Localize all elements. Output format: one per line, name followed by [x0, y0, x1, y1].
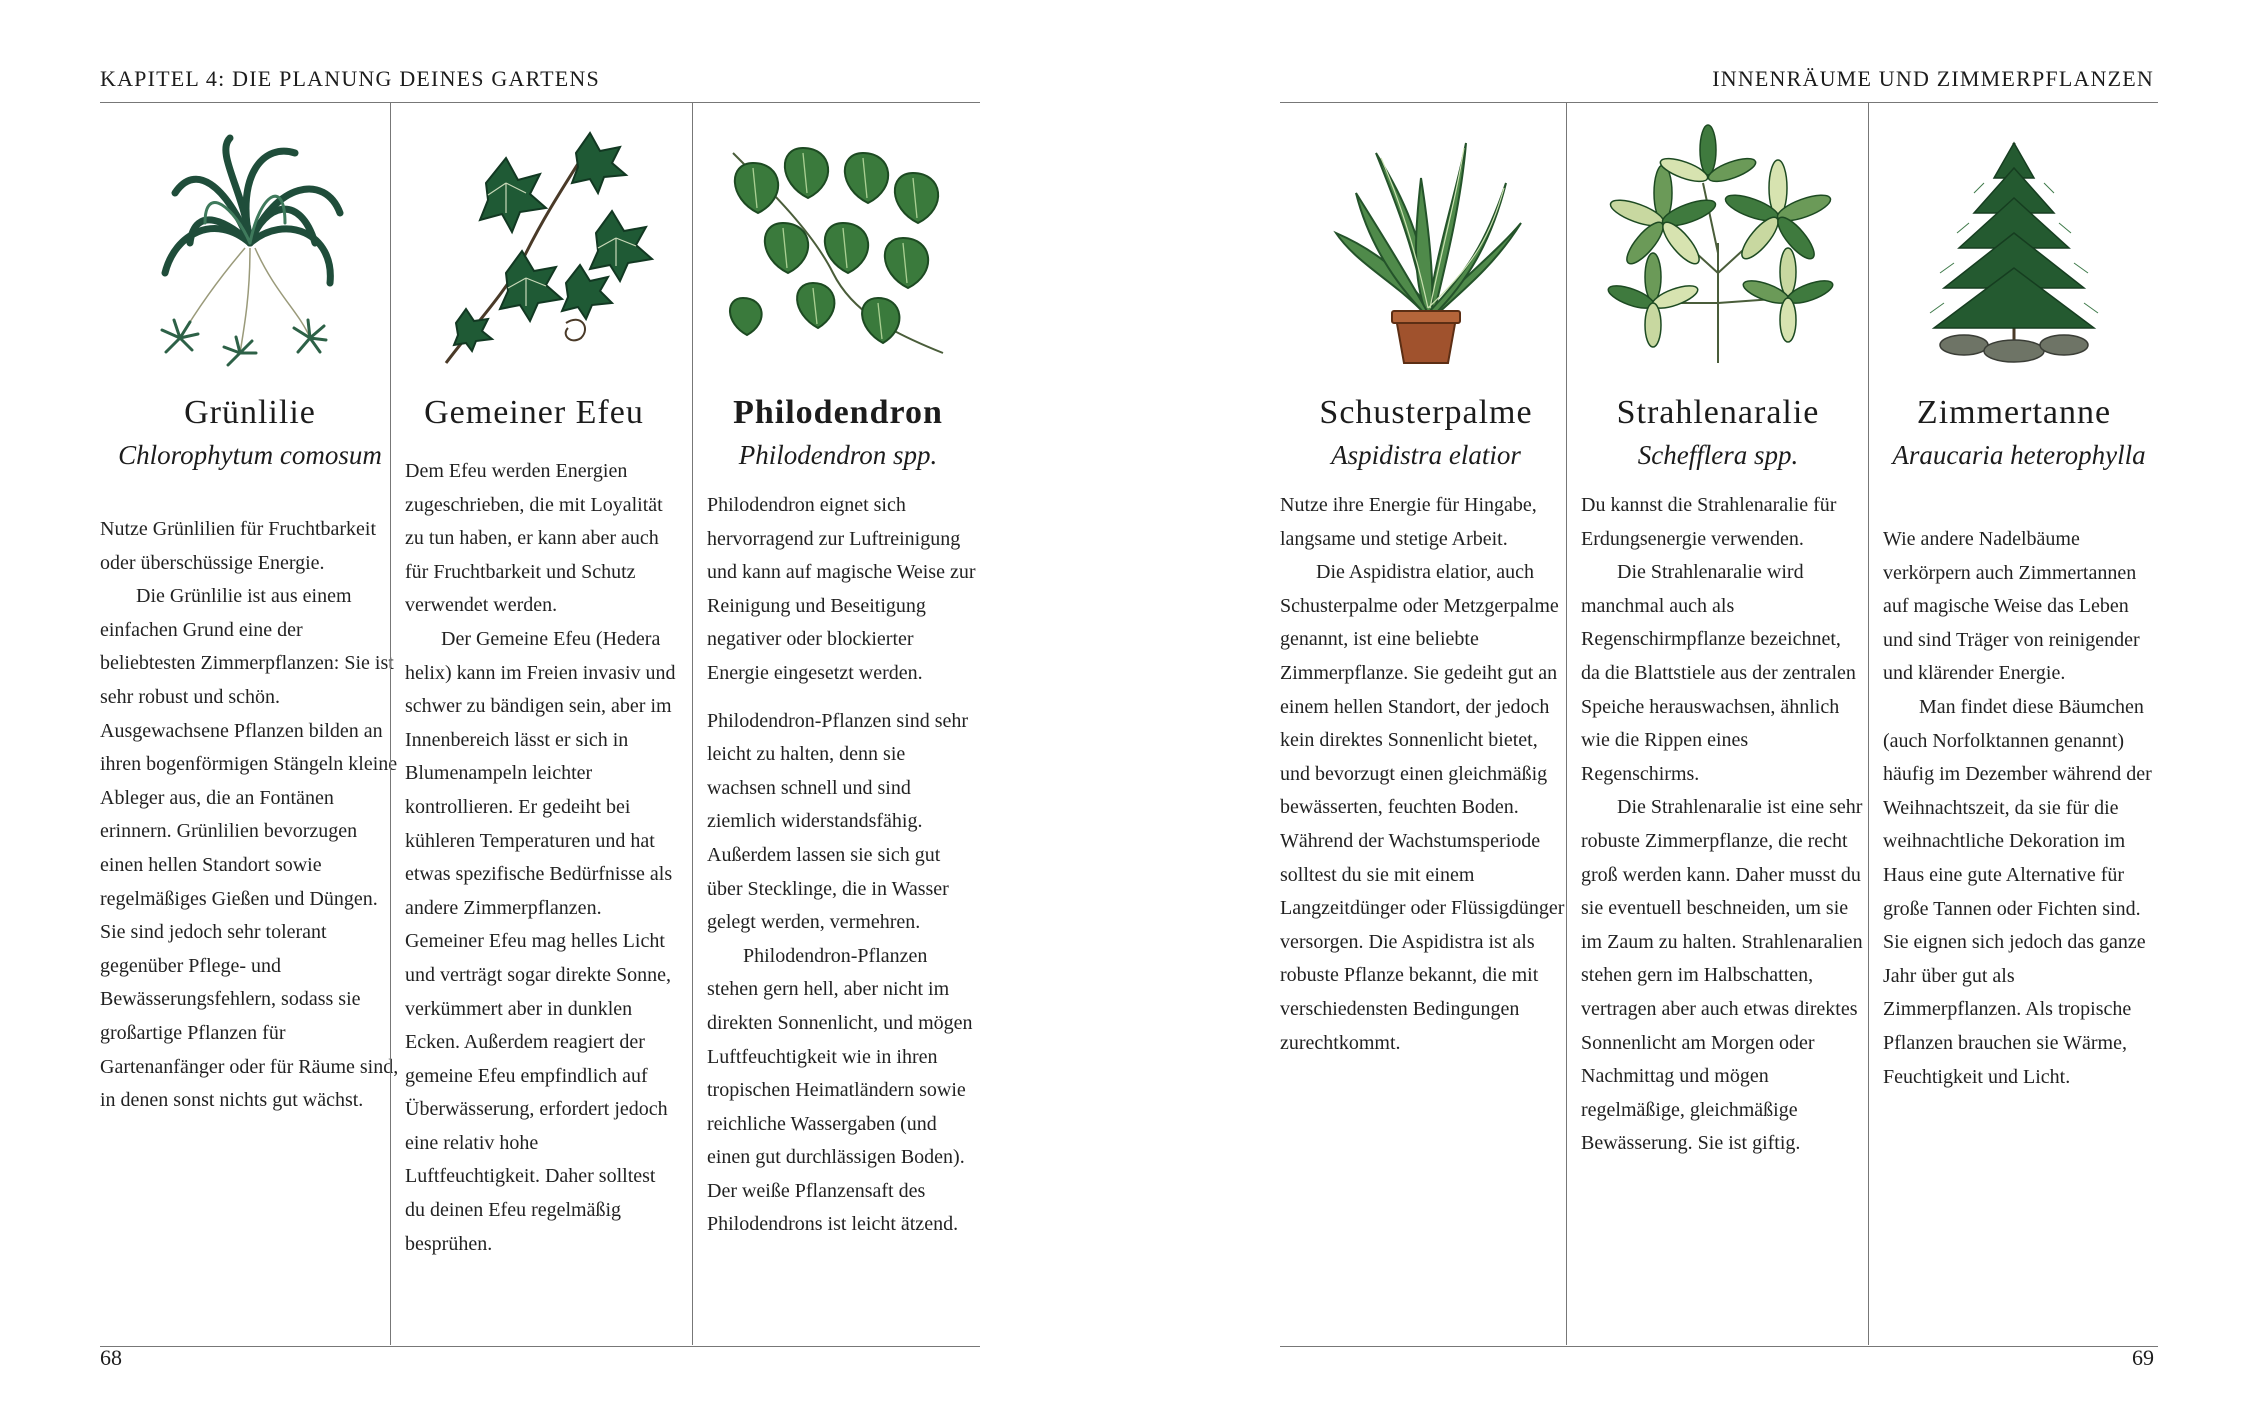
paragraph: Die Strahlenaralie ist eine sehr robuste Zimmerpflanze, die recht groß werden kann. Daher musst du sie eventuell beschneiden, um sie im Zaum zu halten. Strahlenaralien stehen gern im Halbschatten, vertragen aber auch etwas direktes Sonnenlicht am Morgen oder Nachmittag und mögen regelmäßige, gleichmäßige Bewässerung. Sie ist giftig. [1581, 796, 1863, 1155]
plant-latin-name: Aspidistra elatior [1331, 440, 1521, 470]
plant-description [405, 455, 677, 1261]
plant-name: Gemeiner Efeu [424, 394, 644, 431]
cast-iron-plant-illustration [1280, 123, 1572, 383]
plant-description [100, 513, 400, 1118]
plant-description [1883, 523, 2155, 1094]
paragraph: Die Grünlilie ist aus einem einfachen Grund eine der beliebtesten Zimmerpflanzen: Sie ist sehr robust und schön. Ausgewachsene Pflanzen bilden an ihren bogenförmigen Stängeln kleine Ableger aus, die an Fontänen erinnern. Grünlilien bevorzugen einen hellen Standort sowie regelmäßiges Gießen und Düngen. Sie sind jedoch sehr tolerant gegenüber Pflege- und Bewässerungsfehlern, sodass sie großartige Pflanzen für Gartenanfänger oder für Räume sind, in denen sonst nichts gut wächst. [100, 585, 399, 1112]
plant-entry-gruenlilie [100, 103, 400, 1345]
plant-description [707, 489, 979, 1242]
plant-description [1581, 489, 1863, 1161]
page-number: 68 [100, 1345, 122, 1370]
paragraph: Die Aspidistra elatior, auch Schusterpalme oder Metzgerpalme genannt, ist eine beliebte Zimmerpflanze. Sie gedeiht gut an einem hellen Standort, der jedoch kein direktes Sonnenlicht bietet, und bevorzugt einen gleichmäßig bewässerten, feuchten Boden. Während der Wachstumsperiode solltest du sie mit einem Langzeitdünger oder Flüssigdünger versorgen. Die Aspidistra ist als robuste Pflanze bekannt, die mit verschiedensten Bedingungen zurechtkommt. [1280, 561, 1565, 1054]
paragraph: Der Gemeine Efeu (Hedera helix) kann im Freien invasiv und schwer zu bändigen sein, aber im Innenbereich lässt er sich in Blumenampeln leichter kontrollieren. Er gedeiht bei kühleren Temperaturen und hat etwas spezifische Bedürfnisse als andere Zimmerpflanzen. Gemeiner Efeu mag helles Licht und verträgt sogar direkte Sonne, verkümmert aber in dunklen Ecken. Außerdem reagiert der gemeine Efeu empfindlich auf Überwässerung, erfordert jedoch eine relativ hohe Luftfeuchtigkeit. Daher solltest du deinen Efeu regelmäßig besprühen. [405, 627, 676, 1255]
plant-entry-philodendron [692, 103, 982, 1345]
plant-description [1280, 489, 1572, 1060]
plant-entry-strahlenaralie [1566, 103, 1868, 1345]
plant-name: Philodendron [733, 394, 943, 431]
norfolk-pine-illustration [1869, 123, 2158, 383]
paragraph: Du kannst die Strahlenaralie für Erdungsenergie verwenden. [1581, 494, 1837, 550]
paragraph: Philodendron-Pflanzen sind sehr leicht zu halten, denn sie wachsen schnell und sind ziemlich widerstandsfähig. Außerdem lassen sie sich gut über Stecklinge, die in Wasser gelegt werden, vermehren. [707, 709, 969, 934]
plant-name: Grünlilie [184, 394, 316, 431]
page-number: 69 [2132, 1345, 2154, 1370]
umbrella-tree-illustration [1567, 123, 1868, 383]
paragraph: Man findet diese Bäumchen (auch Norfolktannen genannt) häufig im Dezember während der Weihnachtszeit, da sie für die weihnachtliche Dekoration im Haus eine gute Alternative für große Tannen oder Fichten sind. Sie eignen sich jedoch das ganze Jahr über gut als Zimmerpflanzen. Als tropische Pflanzen brauchen sie Wärme, Feuchtigkeit und Licht. [1883, 695, 2152, 1088]
plant-entry-zimmertanne [1868, 103, 2158, 1345]
paragraph: Philodendron eignet sich hervorragend zur Luftreinigung und kann auf magische Weise zur Reinigung und Beseitigung negativer oder blockierter Energie eingesetzt werden. [707, 494, 976, 684]
running-head: KAPITEL 4: DIE PLANUNG DEINES GARTENS [100, 66, 600, 91]
plant-latin-name: Chlorophytum comosum [118, 440, 382, 470]
plant-entry-gemeiner-efeu [390, 103, 690, 1345]
running-head: INNENRÄUME UND ZIMMERPFLANZEN [1712, 66, 2154, 91]
plant-latin-name: Philodendron spp. [738, 440, 938, 470]
plant-name: Schusterpalme [1319, 394, 1533, 431]
paragraph: Wie andere Nadelbäume verkörpern auch Zimmertannen auf magische Weise das Leben und sind Träger von reinigender und klärender Energie. [1883, 528, 2140, 685]
plant-latin-name: Araucaria heterophylla [1892, 440, 2146, 470]
paragraph: Nutze ihre Energie für Hingabe, langsame und stetige Arbeit. [1280, 494, 1537, 550]
philodendron-illustration [693, 123, 982, 383]
plant-latin-name: Schefflera spp. [1637, 440, 1799, 470]
plant-entry-schusterpalme [1280, 103, 1572, 1345]
paragraph: Dem Efeu werden Energien zugeschrieben, die mit Loyalität zu tun haben, er kann aber auch für Fruchtbarkeit und Schutz verwendet werden. [405, 460, 663, 617]
plant-name: Strahlenaralie [1616, 394, 1820, 431]
spider-plant-illustration [100, 123, 400, 383]
footer-rule [1280, 1346, 2158, 1347]
plant-name: Zimmertanne [1916, 394, 2112, 431]
ivy-illustration [391, 123, 690, 383]
right-page [1122, 0, 2244, 1417]
footer-rule [100, 1346, 980, 1347]
paragraph: Die Strahlenaralie wird manchmal auch als Regenschirmpflanze bezeichnet, da die Blattstiele aus der zentralen Speiche herauswachsen, ähnlich wie die Rippen eines Regenschirms. [1581, 561, 1856, 785]
paragraph: Philodendron-Pflanzen stehen gern hell, aber nicht im direkten Sonnenlicht, und mögen Luftfeuchtigkeit wie in ihren tropischen Heimatländern sowie reichliche Wassergaben (und einen gut durchlässigen Boden). Der weiße Pflanzensaft des Philodendrons ist leicht ätzend. [707, 944, 973, 1236]
paragraph: Nutze Grünlilien für Fruchtbarkeit oder überschüssige Energie. [100, 518, 377, 574]
